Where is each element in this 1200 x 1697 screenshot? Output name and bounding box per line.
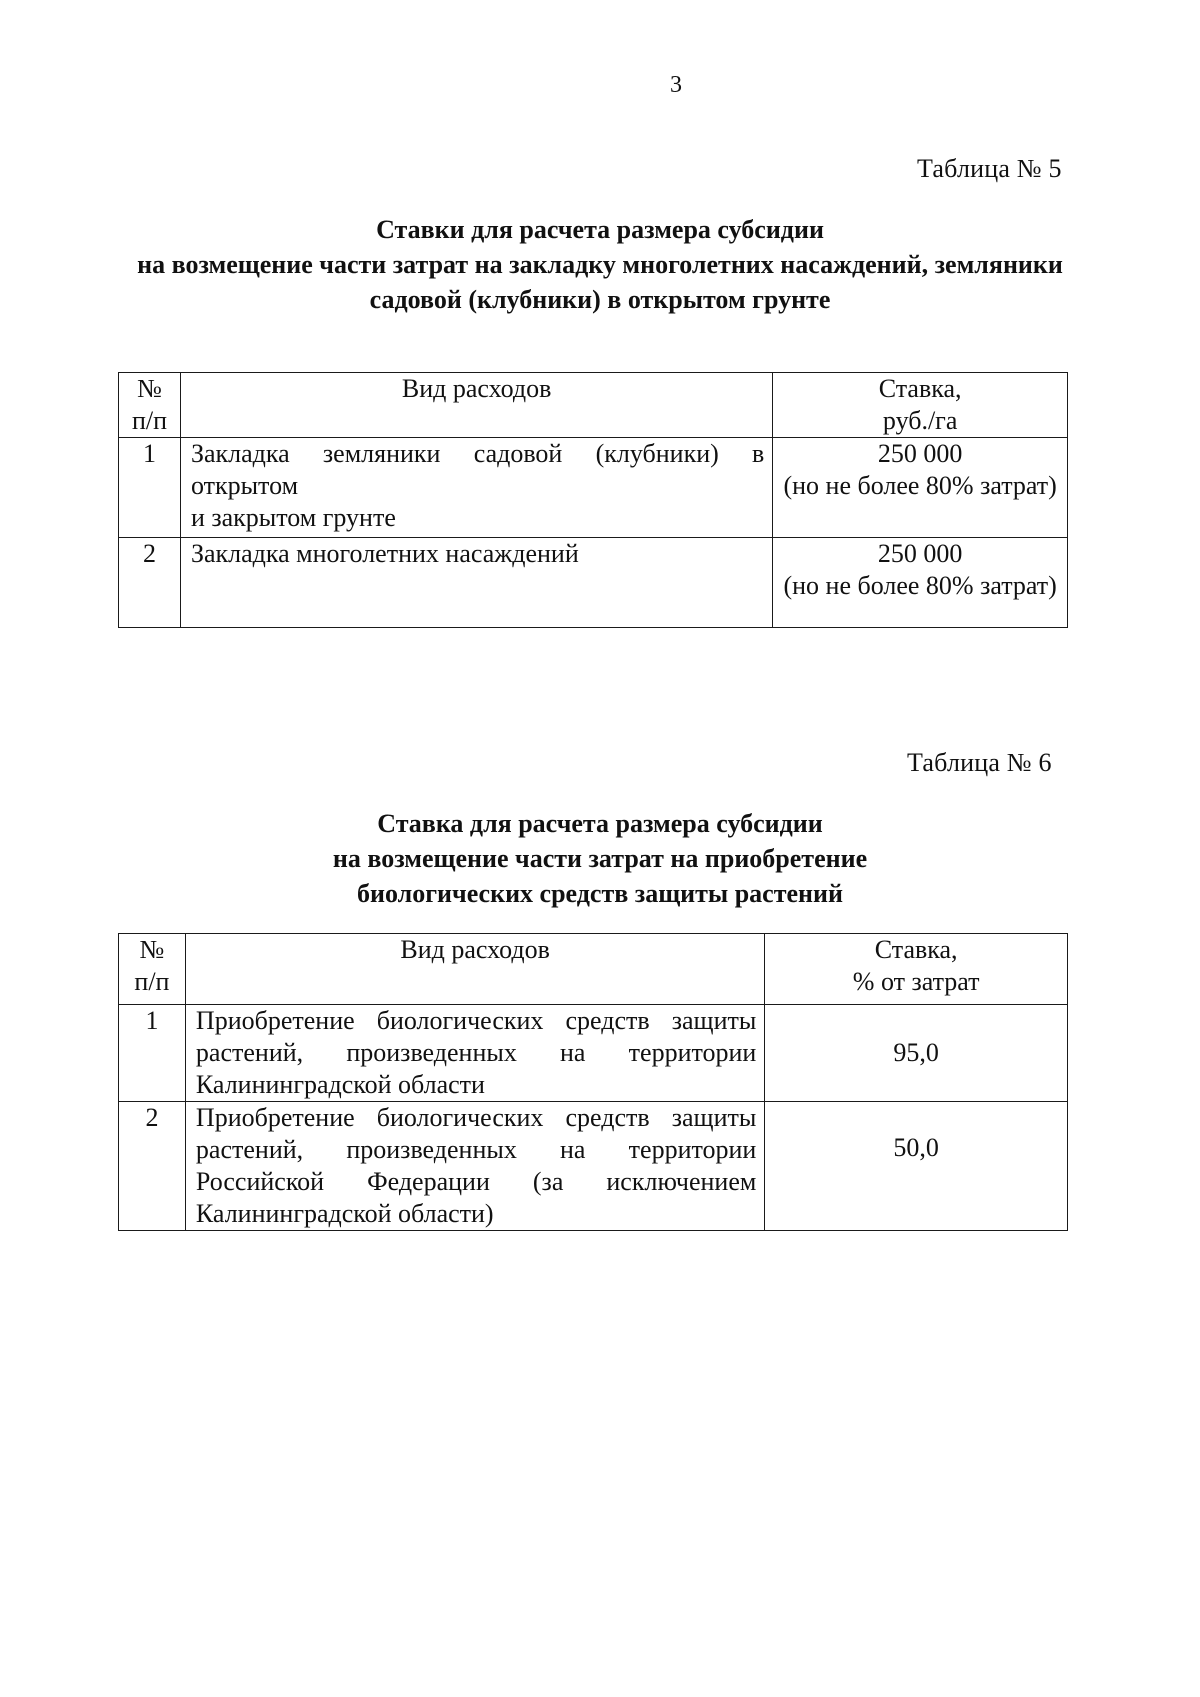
row-rate-note: (но не более 80% затрат) [783,571,1057,600]
row-num: 1 [142,439,156,468]
header-num-line-1: № [139,935,165,964]
row-type-line: Закладка многолетних насаждений [190,539,579,568]
header-num-line-2: п/п [131,406,167,435]
table-5-header-row [119,373,1068,438]
row-rate-value: 250 000 [877,539,963,568]
row-type-line: Калининградской области) [195,1199,494,1228]
table-5-label: Таблица № 5 [917,154,1062,183]
table-row [119,538,1068,628]
row-rate-cell [773,538,1068,628]
row-type-line: Российской Федерации (за исключением [195,1167,757,1196]
row-type-line: Закладка земляники садовой (клубники) в открытом [190,439,765,500]
table-5-title [130,212,1070,317]
header-rate-line-2: руб./га [882,406,958,435]
header-type-cell [180,373,772,438]
table-5-title-line-3: садовой (клубники) в открытом грунте [369,285,831,314]
row-rate-note: (но не более 80% затрат) [783,471,1057,500]
row-type-cell [185,1102,764,1231]
row-type-line: Калининградской области [195,1070,485,1099]
table-row [119,1102,1068,1231]
header-type-cell [185,934,764,1005]
row-rate-cell [773,438,1068,538]
header-rate-line-2: % от затрат [852,967,980,996]
table-row [119,438,1068,538]
table-6-title-line-1: Ставка для расчета размера субсидии [377,809,823,838]
row-type-line: Приобретение биологических средств защиты [195,1103,757,1132]
row-rate-value: 50,0 [893,1133,939,1162]
table-5 [118,372,1068,628]
row-type-line: и закрытом грунте [190,503,396,532]
row-type-line: Приобретение биологических средств защиты [195,1006,757,1035]
header-num-line-1: № [137,374,162,403]
table-6-label: Таблица № 6 [907,748,1052,777]
row-num-cell [119,538,181,628]
header-num-cell [119,934,186,1005]
table-5-title-line-2: на возмещение части затрат на закладку многолетних насаждений, земляники [137,250,1063,279]
header-type: Вид расходов [401,374,552,403]
table-6-header-row [119,934,1068,1005]
table-row [119,1005,1068,1102]
row-num-cell [119,1102,186,1231]
table-6-title [130,806,1070,911]
row-rate-value: 95,0 [893,1038,939,1067]
row-num-cell [119,1005,186,1102]
table-5-title-line-1: Ставки для расчета размера субсидии [376,215,824,244]
header-rate-cell [773,373,1068,438]
row-rate-cell [765,1005,1068,1102]
row-type-line: растений, произведенных на территории [195,1135,757,1164]
table-6 [118,933,1068,1231]
header-num-line-2: п/п [134,967,170,996]
row-rate-value: 250 000 [877,439,963,468]
row-type-cell [180,538,772,628]
table-6-title-line-2: на возмещение части затрат на приобретение [332,844,868,873]
row-type-cell [180,438,772,538]
row-num: 2 [145,1103,159,1132]
header-type: Вид расходов [400,935,550,964]
table-6-title-line-3: биологических средств защиты растений [357,879,843,908]
row-type-line: растений, произведенных на территории [195,1038,757,1067]
header-rate-line-1: Ставка, [878,374,962,403]
header-num-cell [119,373,181,438]
header-rate-line-1: Ставка, [874,935,958,964]
row-num-cell [119,438,181,538]
row-num: 2 [142,539,156,568]
page-number: 3 [670,72,682,98]
row-num: 1 [145,1006,159,1035]
row-rate-cell [765,1102,1068,1231]
row-type-cell [185,1005,764,1102]
header-rate-cell [765,934,1068,1005]
